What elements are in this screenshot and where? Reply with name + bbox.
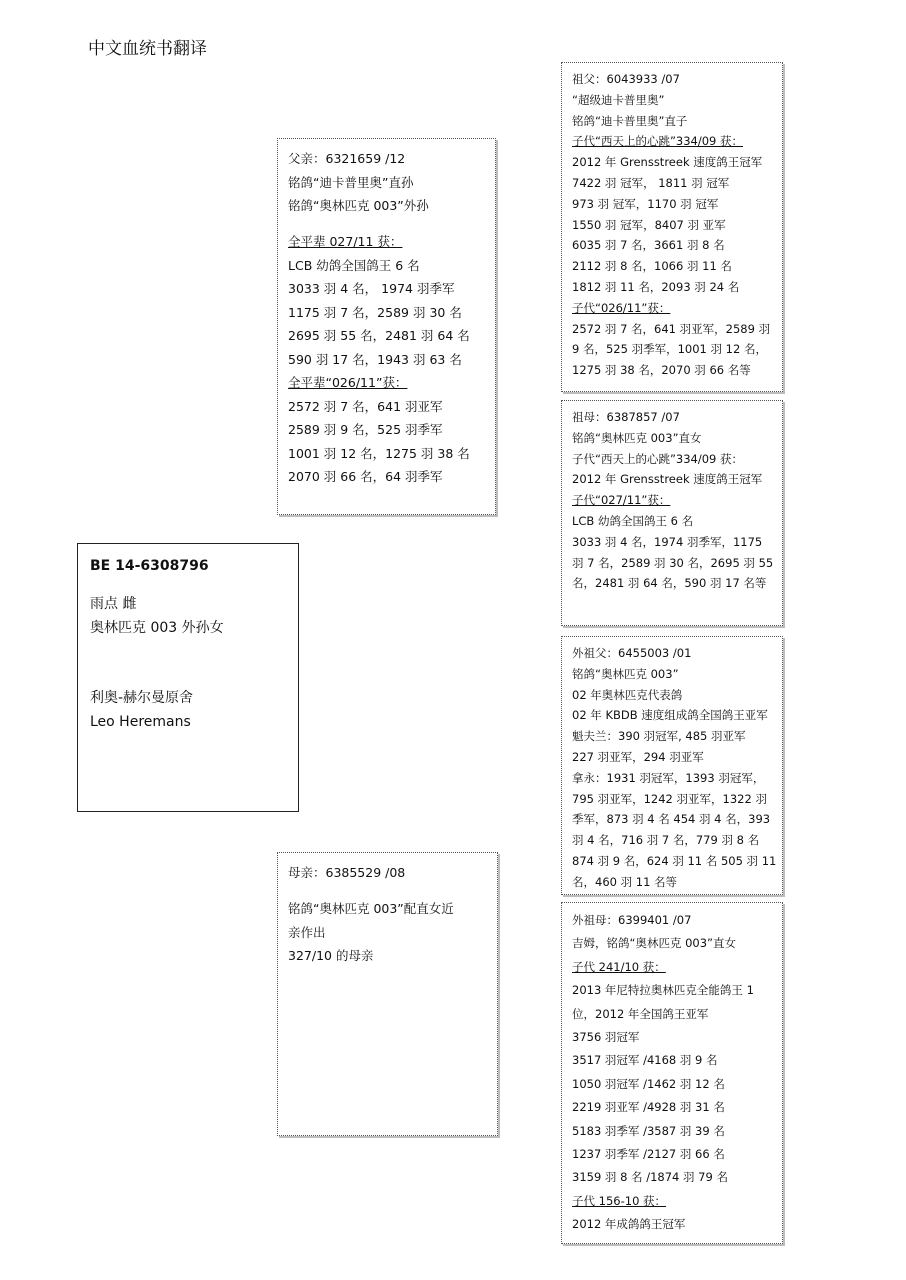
maternal-grandmother-line: 5183 羽季军 /3587 羽 39 名 xyxy=(572,1123,725,1138)
grandfather-line: 6035 羽 7 名，3661 羽 8 名 xyxy=(572,238,725,253)
grandmother-line: LCB 幼鸽全国鸽王 6 名 xyxy=(572,513,694,528)
maternal-grandfather-line: 02 年 KBDB 速度组成鸽全国鸽王亚军 xyxy=(572,708,768,723)
father-line: 2589 羽 9 名，525 羽季军 xyxy=(288,422,443,437)
grandfather-ring: 祖父：6043933 /07 xyxy=(572,72,680,86)
grandfather-line: “超级迪卡普里奥” xyxy=(572,92,665,107)
grandfather-line: 1275 羽 38 名，2070 羽 66 名等 xyxy=(572,363,751,378)
grandmother-line: 名，2481 羽 64 名，590 羽 17 名等 xyxy=(572,576,767,591)
grandfather-line: 1812 羽 11 名，2093 羽 24 名 xyxy=(572,279,740,294)
maternal-grandfather-ring: 外祖父：6455003 /01 xyxy=(572,646,692,660)
father-line: 1001 羽 12 名，1275 羽 38 名 xyxy=(288,445,470,461)
grandfather-line: 9 名，525 羽季军，1001 羽 12 名， xyxy=(572,342,767,357)
maternal-grandmother-line: 2013 年尼特拉奥林匹克全能鸽王 1 xyxy=(572,983,754,998)
father-sibling-heading: 全平辈“026/11”获： xyxy=(288,375,408,390)
maternal-grandfather-box xyxy=(561,636,783,895)
document-title: 中文血统书翻译 xyxy=(88,39,207,59)
father-line: 2070 羽 66 名，64 羽季军 xyxy=(288,469,443,484)
mother-ring: 母亲：6385529 /08 xyxy=(288,865,406,880)
mother-line: 327/10 的母亲 xyxy=(288,948,374,963)
grandmother-offspring-heading: 子代“027/11”获： xyxy=(572,493,671,508)
mother-line xyxy=(288,885,487,898)
maternal-grandfather-line: 227 羽亚军，294 羽亚军 xyxy=(572,749,704,764)
father-line: 3033 羽 4 名， 1974 羽季军 xyxy=(288,281,455,296)
father-line: 铭鸽“奥林匹克 003”外孙 xyxy=(288,198,429,213)
father-box xyxy=(277,138,496,515)
maternal-grandmother-box xyxy=(561,902,783,1244)
maternal-grandmother-line: 2219 羽亚军 /4928 羽 31 名 xyxy=(572,1100,725,1115)
mother-line: 亲作出 xyxy=(288,924,326,940)
maternal-grandfather-line: 拿永：1931 羽冠军，1393 羽冠军， xyxy=(572,770,765,785)
grandfather-offspring-heading: 子代“026/11”获： xyxy=(572,300,671,315)
subject-line: 雨点 雌 xyxy=(90,596,137,612)
maternal-grandfather-line: 名，460 羽 11 名等 xyxy=(572,874,678,889)
father-ring: 父亲：6321659 /12 xyxy=(288,151,406,166)
maternal-grandmother-line: 1237 羽季军 /2127 羽 66 名 xyxy=(572,1147,725,1162)
grandmother-line: 2012 年 Grensstreek 速度鸽王冠军 xyxy=(572,472,763,487)
grandfather-line: 铭鸽“迪卡普里奥”直子 xyxy=(572,113,688,128)
grandmother-line: 3033 羽 4 名，1974 羽季军，1175 xyxy=(572,534,763,549)
father-line xyxy=(288,218,485,231)
maternal-grandmother-line: 3756 羽冠军 xyxy=(572,1030,640,1045)
maternal-grandfather-line: 02 年奥林匹克代表鸽 xyxy=(572,687,683,702)
breeder-name-cn: 利奥-赫尔曼原舍 xyxy=(90,690,194,706)
father-line: 2572 羽 7 名，641 羽亚军 xyxy=(288,398,443,414)
maternal-grandmother-line: 位，2012 年全国鸽王亚军 xyxy=(572,1006,709,1021)
grandfather-line: 2572 羽 7 名，641 羽亚军，2589 羽 xyxy=(572,321,771,336)
subject-ring-number: BE 14-6308796 xyxy=(90,558,209,574)
grandfather-line: 973 羽 冠军，1170 羽 冠军 xyxy=(572,196,719,211)
maternal-grandfather-line: 魁夫兰：390 羽冠军, 485 羽亚军 xyxy=(572,729,746,744)
maternal-grandmother-line: 2012 年成鸽鸽王冠军 xyxy=(572,1217,686,1232)
father-line: 2695 羽 55 名，2481 羽 64 名 xyxy=(288,328,470,343)
grandmother-line: 铭鸽“奥林匹克 003”直女 xyxy=(572,430,702,445)
maternal-grandfather-line: 795 羽亚军，1242 羽亚军，1322 羽 xyxy=(572,791,767,806)
father-line: 1175 羽 7 名，2589 羽 30 名 xyxy=(288,304,462,320)
grandfather-line: 1550 羽 冠军，8407 羽 亚军 xyxy=(572,217,726,232)
maternal-grandfather-line: 季军，873 羽 4 名 454 羽 4 名，393 xyxy=(572,812,771,827)
grandmother-line: 羽 7 名，2589 羽 30 名，2695 羽 55 xyxy=(572,555,774,570)
grandfather-line: 2112 羽 8 名，1066 羽 11 名 xyxy=(572,259,732,274)
maternal-grandmother-offspring-heading: 子代 241/10 获： xyxy=(572,959,666,974)
grandmother-ring: 祖母：6387857 /07 xyxy=(572,410,680,424)
breeder-name-en: Leo Heremans xyxy=(90,714,191,730)
mother-box xyxy=(277,852,498,1136)
grandmother-box xyxy=(561,400,783,626)
father-line: 铭鸽“迪卡普里奥”直孙 xyxy=(288,174,414,190)
grandfather-line: 7422 羽 冠军， 1811 羽 冠军 xyxy=(572,175,730,190)
maternal-grandmother-line: 3159 羽 8 名 /1874 羽 79 名 xyxy=(572,1170,728,1185)
grandfather-box xyxy=(561,62,783,392)
father-line: 590 羽 17 名，1943 羽 63 名 xyxy=(288,351,462,367)
father-sibling-heading: 全平辈 027/11 获： xyxy=(288,234,403,249)
subject-line: 奥林匹克 003 外孙女 xyxy=(90,620,224,636)
maternal-grandfather-line: 铭鸽“奥林匹克 003” xyxy=(572,666,679,681)
father-line: LCB 幼鸽全国鸽王 6 名 xyxy=(288,257,420,273)
grandfather-line: 2012 年 Grensstreek 速度鸽王冠军 xyxy=(572,155,763,170)
maternal-grandfather-line: 羽 4 名，716 羽 7 名，779 羽 8 名 xyxy=(572,833,760,848)
maternal-grandmother-line: 吉姆，铭鸽“奥林匹克 003”直女 xyxy=(572,936,737,951)
mother-line: 铭鸽“奥林匹克 003”配直女近 xyxy=(288,901,454,916)
maternal-grandmother-ring: 外祖母：6399401 /07 xyxy=(572,913,692,927)
maternal-grandmother-offspring-heading: 子代 156-10 获： xyxy=(572,1193,667,1208)
grandmother-line: 子代“西天上的心跳”334/09 获： xyxy=(572,451,744,466)
maternal-grandmother-line: 1050 羽冠军 /1462 羽 12 名 xyxy=(572,1076,725,1091)
subject-box xyxy=(77,543,299,812)
maternal-grandmother-line: 3517 羽冠军 /4168 羽 9 名 xyxy=(572,1053,718,1068)
grandfather-offspring-heading: 子代“西天上的心跳”334/09 获： xyxy=(572,134,744,149)
maternal-grandfather-line: 874 羽 9 名，624 羽 11 名 505 羽 11 xyxy=(572,853,777,868)
